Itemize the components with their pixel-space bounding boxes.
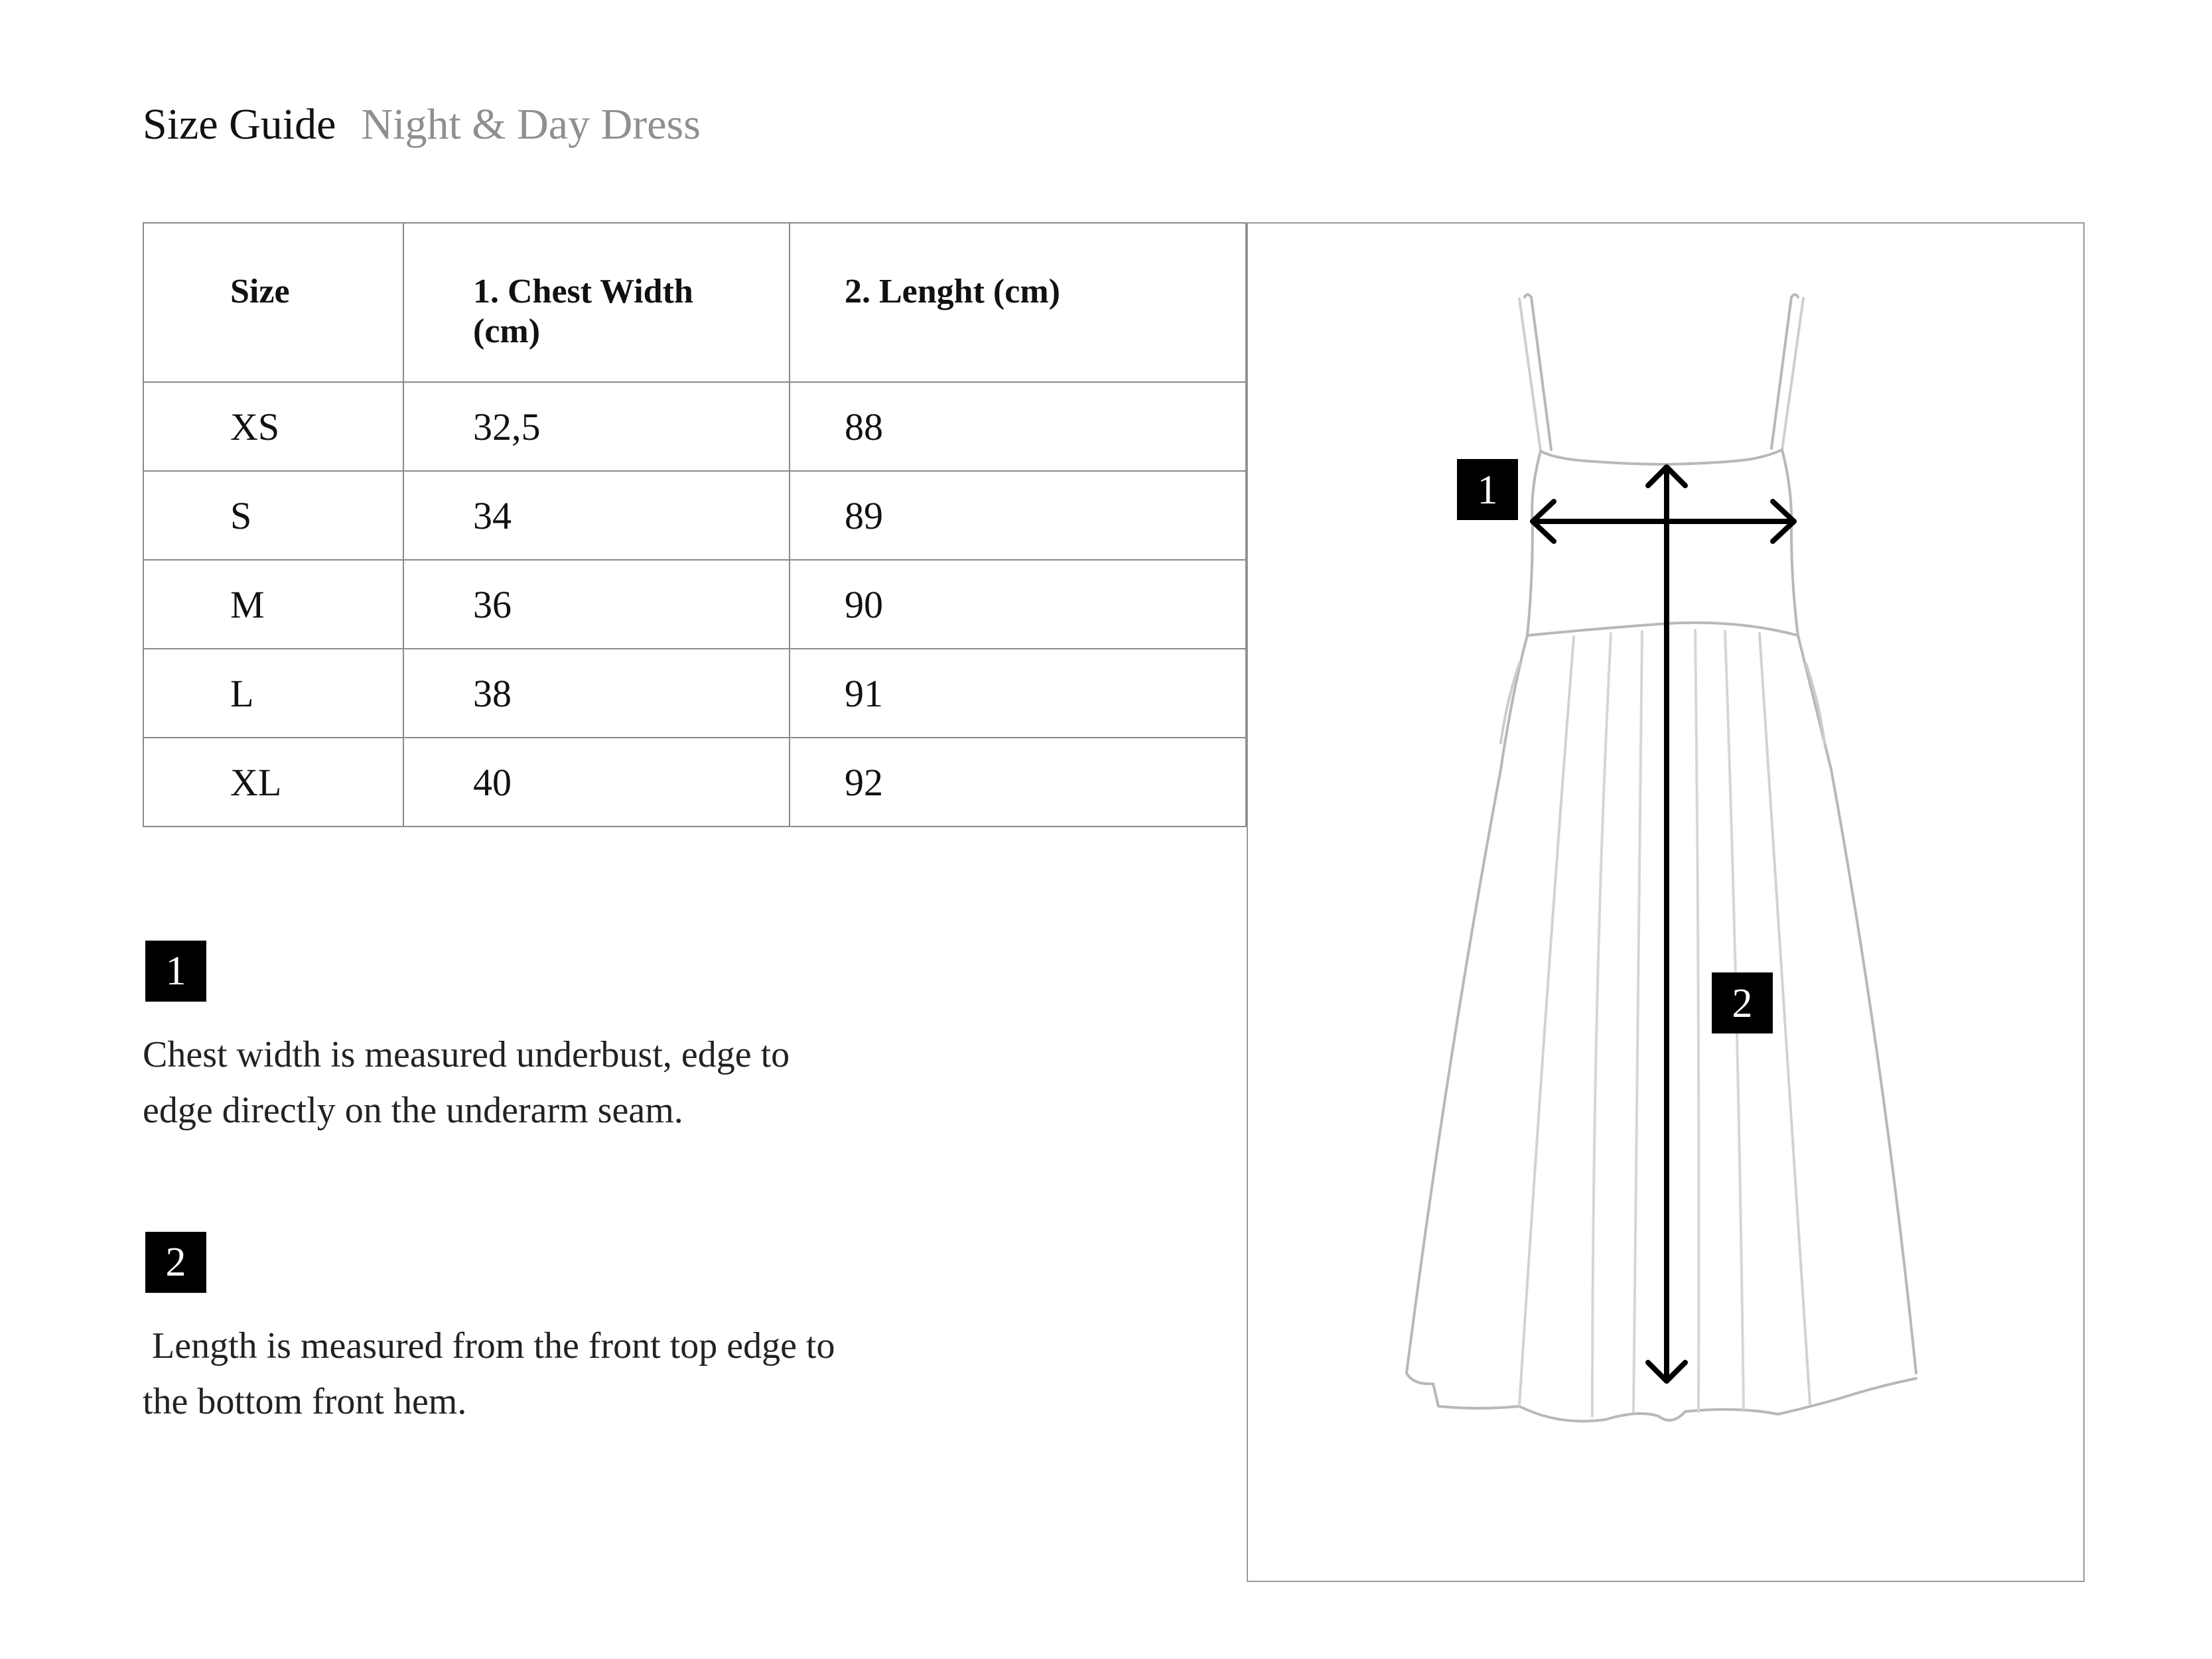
cell-chest: 38 bbox=[403, 649, 790, 738]
note-1-marker: 1 bbox=[145, 941, 206, 1002]
header-chest-width: 1. Chest Width (cm) bbox=[403, 223, 790, 382]
length-marker bbox=[1712, 972, 1773, 1033]
cell-length: 91 bbox=[790, 649, 1246, 738]
length-marker-label: 2 bbox=[1732, 981, 1753, 1026]
cell-size: S bbox=[143, 471, 403, 560]
cell-length: 88 bbox=[790, 382, 1246, 471]
header-length: 2. Lenght (cm) bbox=[790, 223, 1246, 382]
note-2-marker: 2 bbox=[145, 1232, 206, 1293]
cell-size: XS bbox=[143, 382, 403, 471]
note-1-text: Chest width is measured underbust, edge to edge directly on the underarm seam. bbox=[143, 1034, 790, 1131]
cell-chest: 34 bbox=[403, 471, 790, 560]
note-2-text: Length is measured from the front top edge to the bottom front hem. bbox=[143, 1325, 835, 1422]
cell-length: 92 bbox=[790, 738, 1246, 827]
chest-marker bbox=[1457, 459, 1518, 520]
cell-chest: 40 bbox=[403, 738, 790, 827]
cell-chest: 32,5 bbox=[403, 382, 790, 471]
measurement-arrows bbox=[1533, 467, 1794, 1381]
header-size: Size bbox=[143, 223, 403, 382]
product-name: Night & Day Dress bbox=[361, 100, 701, 149]
cell-length: 90 bbox=[790, 560, 1246, 649]
cell-length: 89 bbox=[790, 471, 1246, 560]
cell-size: M bbox=[143, 560, 403, 649]
chest-marker-label: 1 bbox=[1477, 468, 1498, 513]
cell-size: L bbox=[143, 649, 403, 738]
cell-chest: 36 bbox=[403, 560, 790, 649]
cell-size: XL bbox=[143, 738, 403, 827]
page-title: Size Guide bbox=[143, 100, 336, 149]
